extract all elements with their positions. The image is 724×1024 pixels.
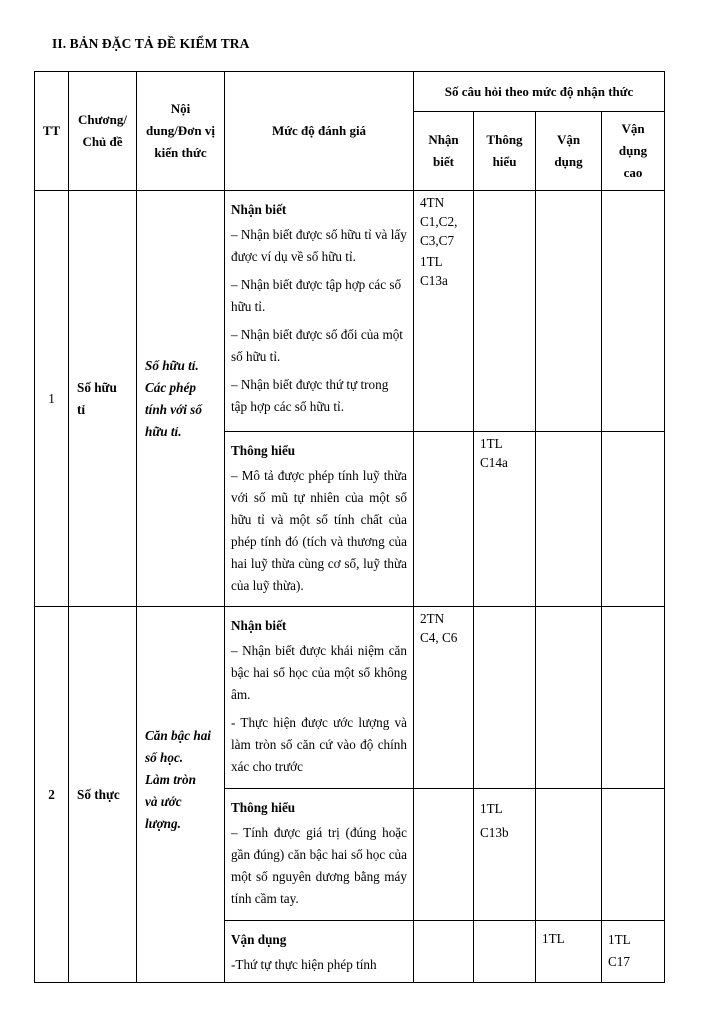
header-level-line: dụng (618, 143, 648, 158)
count-vd (536, 191, 602, 432)
unit-line: tính với số (145, 401, 202, 417)
criterion: – Nhận biết được thứ tự trong tập hợp các số hữu tỉ. (231, 377, 389, 414)
table-row (35, 607, 665, 789)
criterion: – Nhận biết được tập hợp các số hữu tỉ. (231, 277, 402, 314)
header-chapter-line: Chương/ (78, 112, 127, 127)
count-vdc (602, 789, 665, 921)
level-title: Nhận biết (231, 618, 287, 633)
unit-cell (137, 191, 225, 607)
unit-cell (137, 607, 225, 983)
criterion: – Tính được giá trị (đúng hoặc gần đúng) căn bậc hai số học của một số nguyên dương bằng máy tính cầm tay. (231, 825, 407, 906)
criterion: – Nhận biết được số đối của một số hữu tỉ. (231, 327, 403, 364)
level-title: Nhận biết (231, 202, 287, 217)
count-th (474, 921, 536, 983)
count-line: C1,C2, (420, 214, 458, 229)
header-tt: TT (35, 72, 69, 191)
count-line: C3,C7 (420, 233, 455, 248)
count-line: 1TL (608, 932, 631, 947)
count-vd (536, 921, 602, 983)
unit-line: và ước (145, 794, 182, 809)
header-level-th (474, 112, 536, 191)
header-content-line: dung/Đơn vị (146, 123, 215, 138)
topic-line: Số thực (77, 786, 120, 802)
header-chapter (69, 72, 137, 191)
criterion: – Nhận biết được số hữu tỉ và lấy được ví dụ về số hữu tỉ. (231, 227, 407, 264)
unit-line: hữu tỉ. (145, 423, 182, 439)
topic-cell (69, 191, 137, 607)
count-line: 1TL (480, 436, 503, 451)
count-vdc (602, 607, 665, 789)
count-line: 2TN (420, 611, 445, 626)
table-row (35, 191, 665, 432)
count-nb (414, 432, 474, 607)
row-number: 1 (35, 191, 69, 607)
count-line: 1TL (480, 801, 503, 816)
criterion: – Nhận biết được khái niệm căn bậc hai số học của một số không âm. (231, 643, 407, 702)
header-assessment: Mức độ đánh giá (225, 72, 414, 191)
specification-table (34, 71, 665, 983)
assessment-cell (225, 921, 414, 983)
header-content (137, 72, 225, 191)
count-line: 1TL (542, 931, 565, 946)
topic-line: tỉ (77, 401, 86, 417)
header-level-line: Thông (486, 132, 523, 147)
count-nb (414, 607, 474, 789)
count-vdc (602, 432, 665, 607)
unit-line: Số hữu tỉ. (145, 357, 199, 373)
count-nb (414, 921, 474, 983)
header-level-line: hiểu (492, 154, 517, 169)
count-nb (414, 789, 474, 921)
count-line: C14a (480, 455, 508, 470)
row-number: 2 (35, 607, 69, 983)
count-th (474, 607, 536, 789)
header-level-line: Vận (621, 121, 645, 136)
count-line: 1TL (420, 254, 443, 269)
level-title: Vận dụng (231, 932, 287, 947)
topic-cell (69, 607, 137, 983)
unit-line: số học. (145, 750, 184, 765)
header-level-nb (414, 112, 474, 191)
header-content-line: kiến thức (154, 145, 207, 160)
unit-line: lượng. (145, 816, 181, 831)
count-vdc (602, 921, 665, 983)
assessment-cell (225, 432, 414, 607)
count-line: C17 (608, 954, 630, 969)
criterion: -Thứ tự thực hiện phép tính (231, 957, 377, 972)
count-vdc (602, 191, 665, 432)
unit-line: Các phép (145, 379, 196, 395)
count-th (474, 789, 536, 921)
criterion: – Mô tả được phép tính luỹ thừa với số mũ tự nhiên của một số hữu tỉ và một số tính chất của phép tính đó (tích và thương của hai luỹ thừa cùng cơ số, luỹ thừa của luỹ thừa). (231, 468, 407, 593)
level-title: Thông hiểu (231, 800, 296, 815)
count-line: C4, C6 (420, 630, 458, 645)
header-question-count: Số câu hỏi theo mức độ nhận thức (414, 72, 665, 112)
header-level-line: Vận (556, 132, 581, 147)
count-line: C13b (480, 825, 509, 840)
count-vd (536, 607, 602, 789)
header-level-line: biết (433, 154, 454, 169)
level-title: Thông hiểu (231, 443, 296, 458)
criterion: - Thực hiện được ước lượng và làm tròn số căn cứ vào độ chính xác cho trước (231, 715, 407, 774)
count-th (474, 432, 536, 607)
header-content-line: Nội (170, 101, 191, 116)
unit-line: Làm tròn (145, 772, 196, 787)
count-line: C13a (420, 273, 448, 288)
count-line: 4TN (420, 195, 445, 210)
header-level-line: Nhận (428, 132, 459, 147)
header-level-line: dụng (554, 154, 583, 169)
header-level-line: cao (623, 165, 643, 180)
header-level-vdc (602, 112, 665, 191)
assessment-cell (225, 607, 414, 789)
assessment-cell (225, 789, 414, 921)
assessment-cell (225, 191, 414, 432)
topic-line: Số hữu (77, 379, 117, 395)
count-th (474, 191, 536, 432)
count-vd (536, 432, 602, 607)
document-title: II. BẢN ĐẶC TẢ ĐỀ KIỂM TRA (52, 36, 250, 51)
unit-line: Căn bậc hai (145, 728, 211, 743)
count-nb (414, 191, 474, 432)
header-level-vd (536, 112, 602, 191)
header-chapter-line: Chủ đề (82, 134, 123, 149)
count-vd (536, 789, 602, 921)
